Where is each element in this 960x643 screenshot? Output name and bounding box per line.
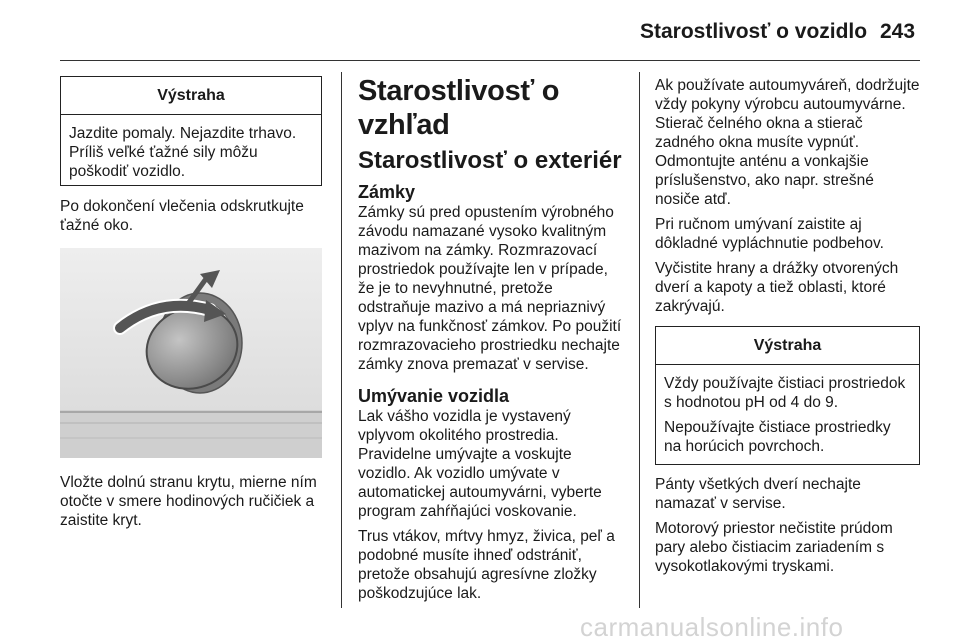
paragraph: Pri ručnom umývaní zaistite aj dôkladné vypláchnutie podbehov. xyxy=(655,216,884,252)
tow-eye-cover-illustration xyxy=(60,248,322,458)
header-rule xyxy=(60,60,920,61)
warning-text: Vždy používajte čistiaci prostriedok s hodnotou pH od 4 do 9. xyxy=(664,375,906,411)
washing-text: Lak vášho vozidla je vystavený vplyvom okolitého prostredia. Pravidelne umývajte a voskujte vozidlo. Ak vozidlo umývate v automatickej autoumyvárni, vyberte program zahŕňajúci voskovanie. xyxy=(358,408,602,520)
page-number: 243 xyxy=(880,20,916,43)
middle-column xyxy=(358,74,626,609)
paragraph: Po dokončení vlečenia odskrutkujte ťažné oko. xyxy=(60,198,304,234)
section-heading: Starostlivosť o vzhľad xyxy=(358,75,560,141)
warning-title: Výstraha xyxy=(61,77,321,115)
warning-box xyxy=(655,326,920,465)
watermark: carmanualsonline.info xyxy=(580,612,844,642)
paragraph: Pánty všetkých dverí nechajte namazať v servise. xyxy=(655,476,861,512)
subsection-heading: Starostlivosť o exteriér xyxy=(358,147,622,174)
paragraph: Motorový priestor nečistite prúdom pary alebo čistiacim zariadením s vysokotlakovými tryskami. xyxy=(655,520,893,575)
paragraph: Vložte dolnú stranu krytu, mierne ním otočte v smere hodinových ručičiek a zaistite kryt. xyxy=(60,474,317,529)
locks-heading: Zámky xyxy=(358,182,416,202)
right-column xyxy=(655,76,920,582)
paragraph: Ak používate autoumyváreň, dodržujte vždy pokyny výrobcu autoumyvárne. Stierač čelného okna a stierač zadného okna musíte vypnúť. Odmontujte anténu a vonkajšie príslušenstvo, ako napr. strešné nosiče atď. xyxy=(655,77,920,208)
locks-text: Zámky sú pred opustením výrobného závodu namazané vysoko kvalitným mazivom na zámky. Rozmrazovací prostriedok používajte len v prípade, že je to nevyhnutné, pretože odstraňuje mazivo a má nepriaznivý vplyv na funkčnosť zámkov. Po použití rozmrazovacieho prostriedku nechajte zámky znova premazať v servise. xyxy=(358,204,622,373)
paragraph: Vyčistite hrany a drážky otvorených dverí a kapoty a tiež oblasti, ktoré zakrývajú. xyxy=(655,260,899,315)
warning-text: Nepoužívajte čistiace prostriedky na horúcich povrchoch. xyxy=(664,419,891,455)
warning-title: Výstraha xyxy=(656,327,919,365)
column-divider-right xyxy=(639,72,640,608)
column-divider-left xyxy=(341,72,342,608)
page-header-title: Starostlivosť o vozidlo xyxy=(640,20,868,43)
warning-text: Jazdite pomaly. Nejazdite trhavo. Príliš veľké ťažné sily môžu poškodiť vozidlo. xyxy=(69,125,297,180)
left-column xyxy=(60,76,322,536)
washing-heading: Umývanie vozidla xyxy=(358,386,510,406)
washing-text: Trus vtákov, mŕtvy hmyz, živica, peľ a podobné musíte ihneď odstrániť, pretože obsahujú agresívne zložky poškodzujúce lak. xyxy=(358,528,615,602)
warning-box xyxy=(60,76,322,186)
